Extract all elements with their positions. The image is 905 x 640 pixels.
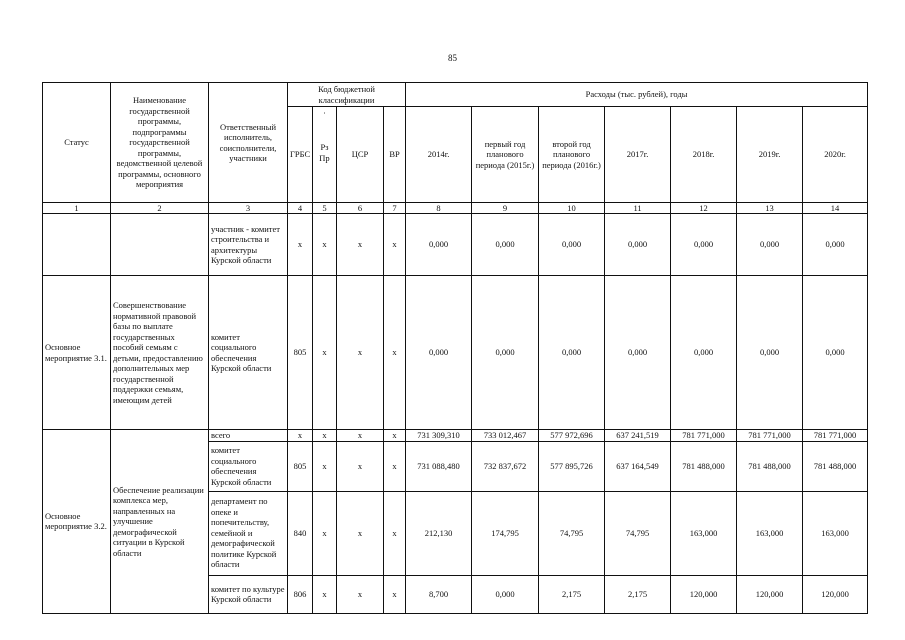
- column-number: 2: [111, 203, 209, 214]
- row-value-2020: 0,000: [803, 214, 868, 276]
- row-value-2019: 781 771,000: [737, 430, 803, 442]
- row-executor: всего: [209, 430, 288, 442]
- row-value-2014: 212,130: [406, 491, 472, 575]
- header-2015: первый год планового периода (2015г.): [472, 107, 539, 203]
- group-status: Основное мероприятие 3.2.: [43, 430, 111, 614]
- row-value-2015: 174,795: [472, 491, 539, 575]
- row-value-2014: 8,700: [406, 575, 472, 613]
- row-grbs: 840: [288, 491, 313, 575]
- row-grbs: 806: [288, 575, 313, 613]
- row-name: Совершенствование нормативной правовой базы по выплате государственных пособий семьям с детьми, предоставлению дополнительных мер государственной поддержки семьям, имеющим детей: [111, 276, 209, 430]
- row-name: [111, 214, 209, 276]
- row-value-2016: 2,175: [539, 575, 605, 613]
- row-value-2018: 781 488,000: [671, 441, 737, 491]
- column-number: 9: [472, 203, 539, 214]
- row-vr: х: [384, 276, 406, 430]
- column-number: 3: [209, 203, 288, 214]
- row-value-2018: 781 771,000: [671, 430, 737, 442]
- row-value-2019: 0,000: [737, 214, 803, 276]
- row-value-2017: 0,000: [605, 214, 671, 276]
- row-executor: участник - комитет строительства и архитектуры Курской области: [209, 214, 288, 276]
- header-csr: ЦСР: [337, 107, 384, 203]
- row-value-2016: 0,000: [539, 276, 605, 430]
- header-2018: 2018г.: [671, 107, 737, 203]
- row-value-2018: 163,000: [671, 491, 737, 575]
- header-budget-code: Код бюджетной классификации: [288, 83, 406, 107]
- row-grbs: 805: [288, 441, 313, 491]
- row-executor: департамент по опеке и попечительству, семейной и демографической политике Курской области: [209, 491, 288, 575]
- row-vr: х: [384, 491, 406, 575]
- column-number: 14: [803, 203, 868, 214]
- row-csr: х: [337, 441, 384, 491]
- row-grbs: х: [288, 214, 313, 276]
- row-value-2016: 577 972,696: [539, 430, 605, 442]
- row-value-2020: 781 488,000: [803, 441, 868, 491]
- column-number: 1: [43, 203, 111, 214]
- header-expenses: Расходы (тыс. рублей), годы: [406, 83, 868, 107]
- row-executor: комитет социального обеспечения Курской области: [209, 441, 288, 491]
- page-number: 85: [448, 53, 457, 63]
- column-number: 5: [313, 203, 337, 214]
- header-rzpr: Рз Пр: [319, 142, 330, 163]
- column-number: 10: [539, 203, 605, 214]
- row-grbs: х: [288, 430, 313, 442]
- row-rzpr: х: [313, 214, 337, 276]
- row-value-2015: 0,000: [472, 276, 539, 430]
- column-number: 8: [406, 203, 472, 214]
- header-2014: 2014г.: [406, 107, 472, 203]
- row-value-2015: 733 012,467: [472, 430, 539, 442]
- column-number: 11: [605, 203, 671, 214]
- row-value-2015: 0,000: [472, 214, 539, 276]
- column-number: 12: [671, 203, 737, 214]
- header-executor: Ответственный исполнитель, соисполнители, участники: [209, 83, 288, 203]
- row-status: Основное мероприятие 3.1.: [43, 276, 111, 430]
- row-rzpr: х: [313, 491, 337, 575]
- row-value-2014: 731 088,480: [406, 441, 472, 491]
- table-row: [43, 276, 868, 430]
- row-csr: х: [337, 430, 384, 442]
- row-rzpr: х: [313, 441, 337, 491]
- header-status: Статус: [43, 83, 111, 203]
- header-2020: 2020г.: [803, 107, 868, 203]
- column-number: 7: [384, 203, 406, 214]
- group-name: Обеспечение реализации комплекса мер, направленных на улучшение демографической ситуации в Курской области: [111, 430, 209, 614]
- header-row: [43, 83, 868, 107]
- row-value-2014: 731 309,310: [406, 430, 472, 442]
- row-value-2020: 163,000: [803, 491, 868, 575]
- row-value-2014: 0,000: [406, 276, 472, 430]
- row-rzpr: х: [313, 276, 337, 430]
- row-vr: х: [384, 430, 406, 442]
- row-value-2017: 74,795: [605, 491, 671, 575]
- row-value-2017: 637 164,549: [605, 441, 671, 491]
- row-value-2017: 637 241,519: [605, 430, 671, 442]
- row-status: [43, 214, 111, 276]
- table-row: [43, 430, 868, 442]
- row-value-2018: 120,000: [671, 575, 737, 613]
- row-rzpr: х: [313, 575, 337, 613]
- row-value-2017: 2,175: [605, 575, 671, 613]
- header-2017: 2017г.: [605, 107, 671, 203]
- row-value-2019: 0,000: [737, 276, 803, 430]
- column-number: 6: [337, 203, 384, 214]
- header-rzpr-mark: ·: [323, 107, 326, 118]
- row-vr: х: [384, 575, 406, 613]
- row-value-2014: 0,000: [406, 214, 472, 276]
- row-executor: комитет по культуре Курской области: [209, 575, 288, 613]
- row-value-2020: 120,000: [803, 575, 868, 613]
- row-csr: х: [337, 575, 384, 613]
- row-csr: х: [337, 491, 384, 575]
- row-value-2015: 0,000: [472, 575, 539, 613]
- column-number: 4: [288, 203, 313, 214]
- column-number: 13: [737, 203, 803, 214]
- table-row: [43, 214, 868, 276]
- row-vr: х: [384, 214, 406, 276]
- row-value-2019: 163,000: [737, 491, 803, 575]
- row-value-2017: 0,000: [605, 276, 671, 430]
- row-value-2016: 74,795: [539, 491, 605, 575]
- header-name: Наименование государственной программы, подпрограммы государственной программы, ведомственной целевой программы, основного мероприятия: [111, 83, 209, 203]
- row-value-2018: 0,000: [671, 276, 737, 430]
- row-executor: комитет социального обеспечения Курской области: [209, 276, 288, 430]
- row-value-2016: 577 895,726: [539, 441, 605, 491]
- row-value-2018: 0,000: [671, 214, 737, 276]
- row-value-2020: 0,000: [803, 276, 868, 430]
- header-2016: второй год планового периода (2016г.): [539, 107, 605, 203]
- row-rzpr: х: [313, 430, 337, 442]
- row-vr: х: [384, 441, 406, 491]
- header-2019: 2019г.: [737, 107, 803, 203]
- header-grbs: ГРБС: [288, 107, 313, 203]
- header-rzpr-cell: [313, 107, 337, 203]
- row-csr: х: [337, 214, 384, 276]
- header-vr: ВР: [384, 107, 406, 203]
- row-csr: х: [337, 276, 384, 430]
- row-value-2015: 732 837,672: [472, 441, 539, 491]
- row-value-2019: 781 488,000: [737, 441, 803, 491]
- budget-table: [42, 82, 868, 614]
- row-value-2016: 0,000: [539, 214, 605, 276]
- row-value-2019: 120,000: [737, 575, 803, 613]
- column-number-row: [43, 203, 868, 214]
- row-grbs: 805: [288, 276, 313, 430]
- row-value-2020: 781 771,000: [803, 430, 868, 442]
